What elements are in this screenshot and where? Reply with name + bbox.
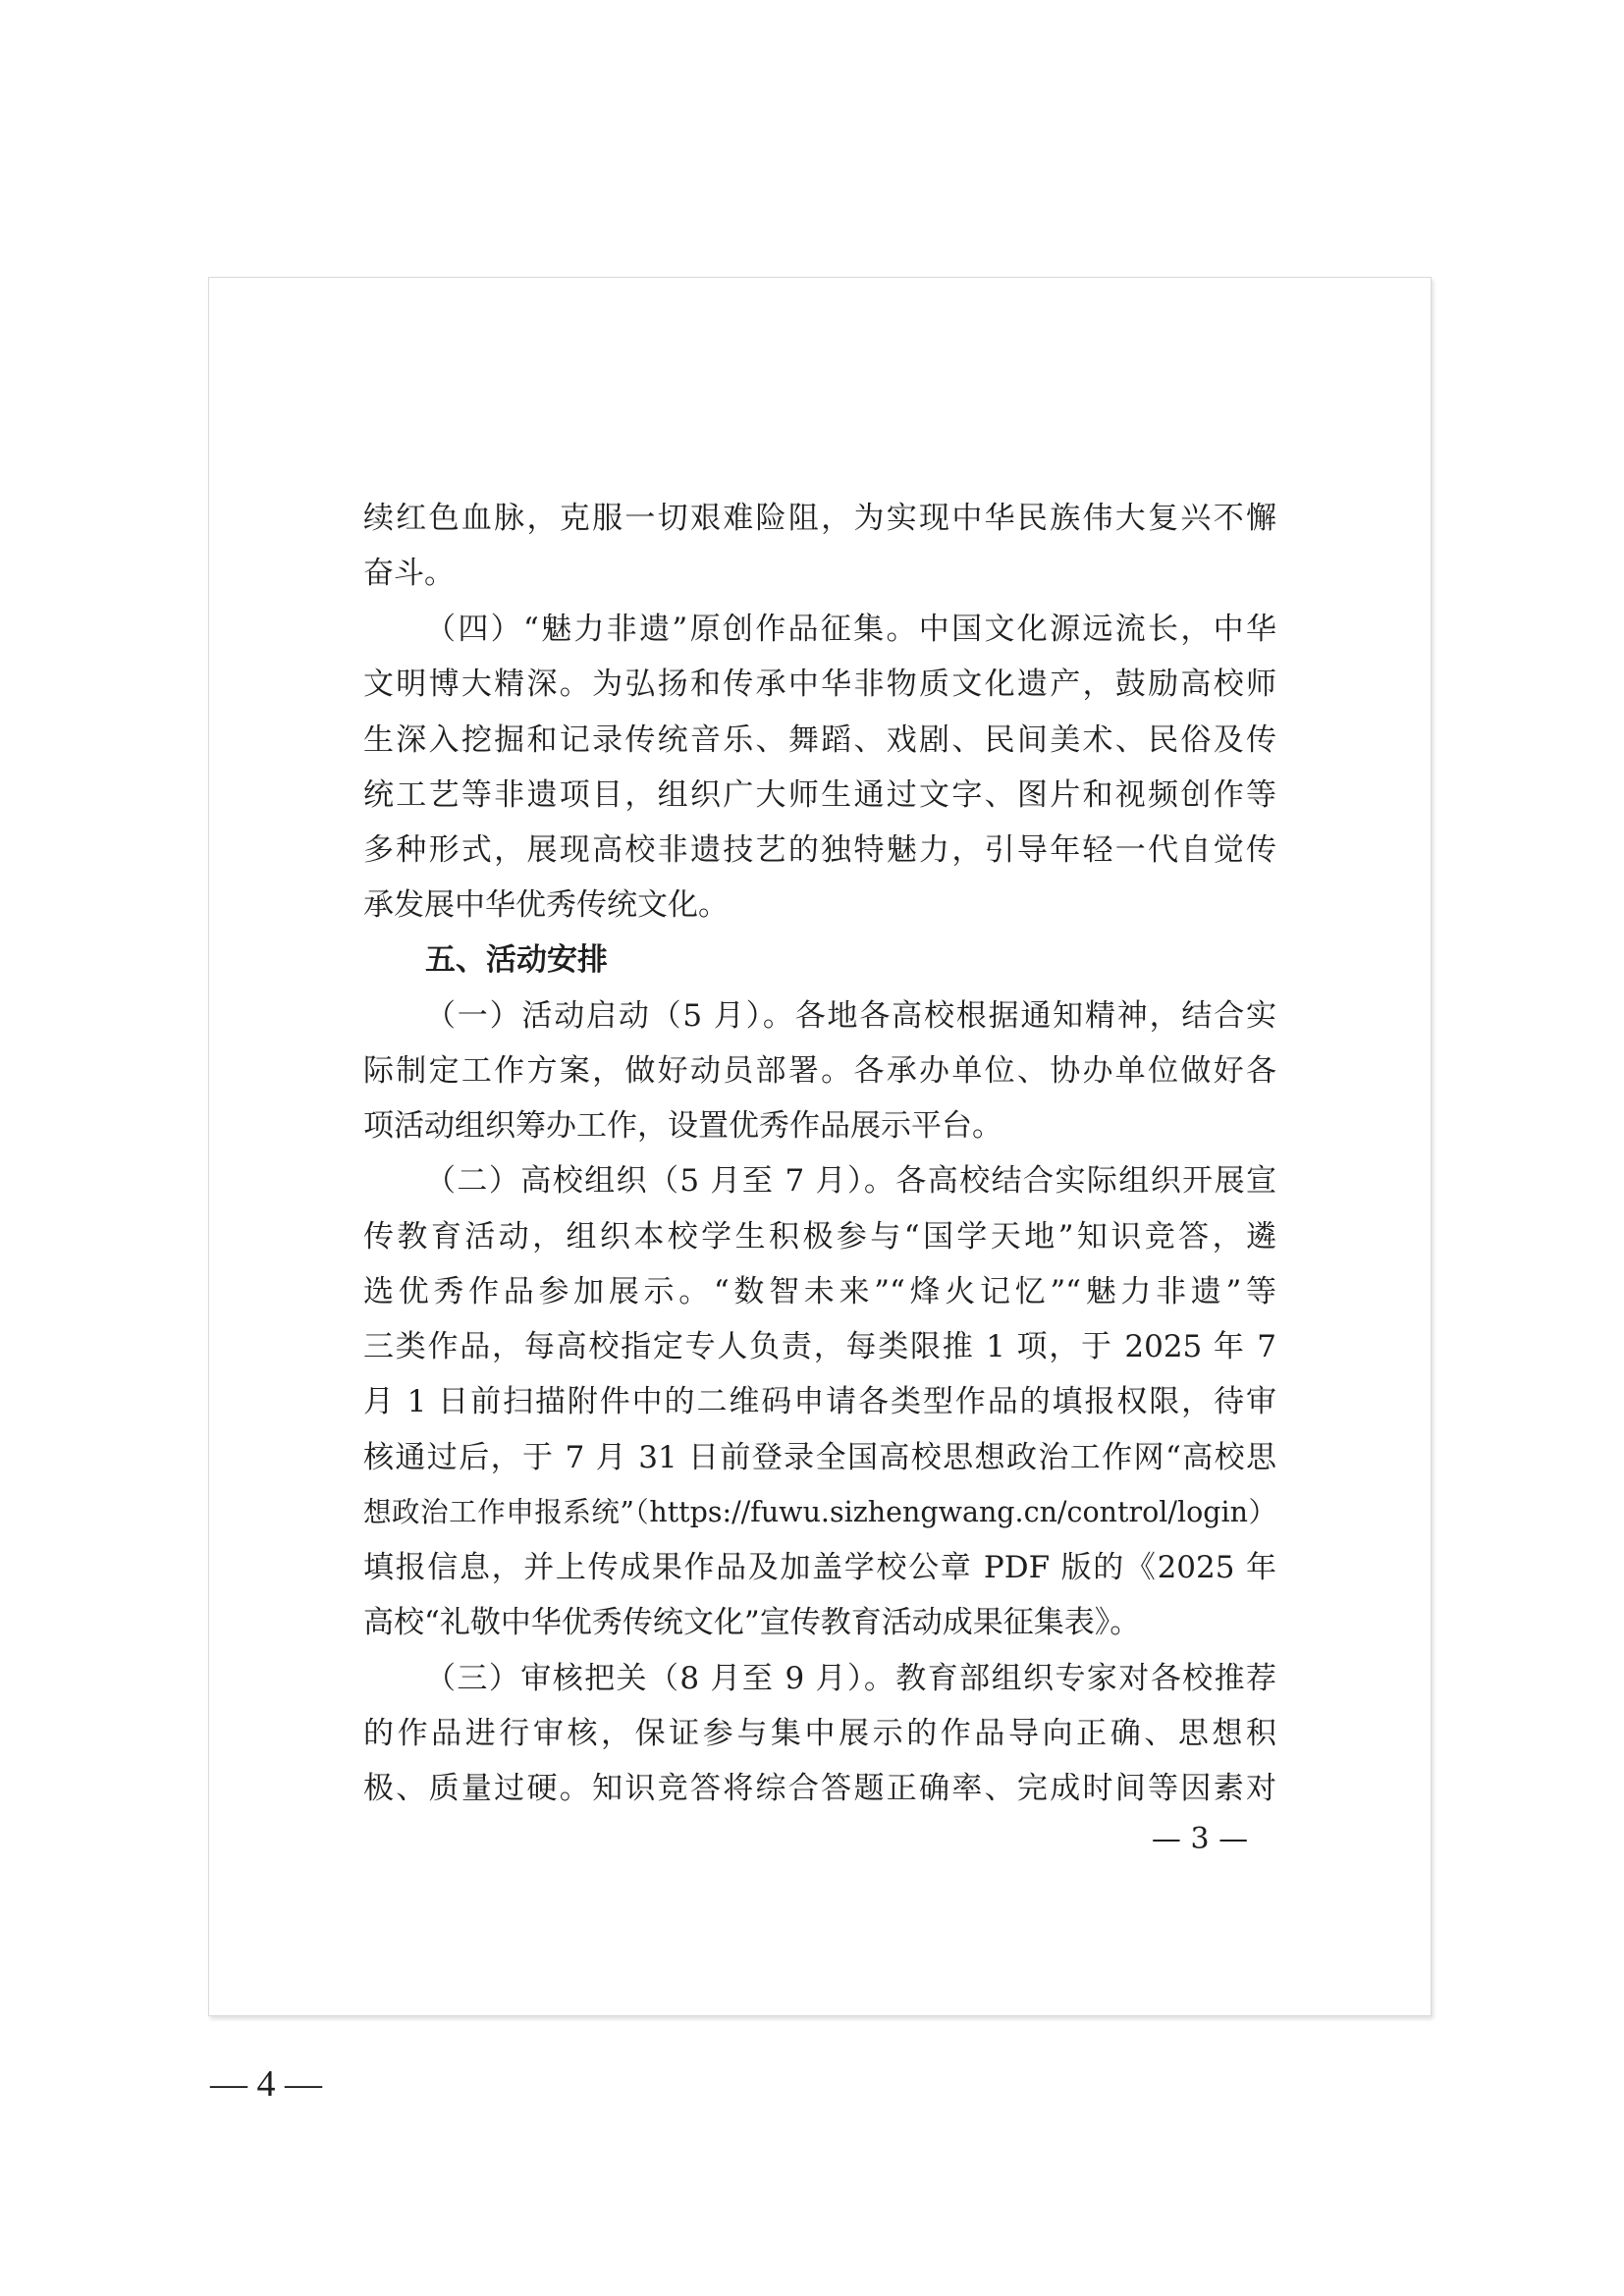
body-line: 高校“礼敬中华优秀传统文化”宣传教育活动成果征集表》。: [363, 1605, 1141, 1640]
body-line: 承发展中华优秀传统文化。: [363, 887, 729, 923]
body-line: 选优秀作品参加展示。“数智未来”“烽火记忆”“魅力非遗”等: [363, 1274, 1276, 1309]
body-line: 多种形式，展现高校非遗技艺的独特魅力，引导年轻一代自觉传: [363, 832, 1276, 868]
item-three-line: （三）审核把关（8 月至 9 月）。教育部组织专家对各校推荐: [425, 1661, 1276, 1696]
body-line: 续红色血脉，克服一切艰难险阻，为实现中华民族伟大复兴不懈: [363, 501, 1276, 536]
item-two-line: （二）高校组织（5 月至 7 月）。各高校结合实际组织开展宣: [425, 1163, 1276, 1199]
url-line: 想政治工作申报系统”（https://fuwu.sizhengwang.cn/control/login）: [363, 1496, 1276, 1528]
body-line: 核通过后，于 7 月 31 日前登录全国高校思想政治工作网“高校思: [363, 1440, 1276, 1475]
outer-page-number: — 4 —: [210, 2063, 322, 2105]
body-line: 际制定工作方案，做好动员部署。各承办单位、协办单位做好各: [363, 1053, 1276, 1089]
section-four-line: （四）“魅力非遗”原创作品征集。中国文化源远流长，中华: [425, 612, 1276, 647]
body-line: 月 1 日前扫描附件中的二维码申请各类型作品的填报权限，待审: [363, 1384, 1276, 1419]
body-line: 生深入挖掘和记录传统音乐、舞蹈、戏剧、民间美术、民俗及传: [363, 722, 1276, 758]
body-line: 的作品进行审核，保证参与集中展示的作品导向正确、思想积: [363, 1716, 1276, 1751]
body-line: 项活动组织筹办工作，设置优秀作品展示平台。: [363, 1108, 1002, 1144]
item-one-line: （一）活动启动（5 月）。各地各高校根据通知精神，结合实: [425, 998, 1276, 1034]
inner-page-number: — 3 —: [1151, 1822, 1249, 1856]
body-line: 极、质量过硬。知识竞答将综合答题正确率、完成时间等因素对: [363, 1771, 1276, 1806]
body-line: 奋斗。: [363, 556, 455, 591]
body-line: 三类作品，每高校指定专人负责，每类限推 1 项，于 2025 年 7: [363, 1329, 1276, 1364]
body-line: 统工艺等非遗项目，组织广大师生通过文字、图片和视频创作等: [363, 777, 1276, 813]
body-line: 填报信息，并上传成果作品及加盖学校公章 PDF 版的《2025 年: [363, 1550, 1276, 1585]
section-heading: 五、活动安排: [425, 942, 608, 978]
body-line: 传教育活动，组织本校学生积极参与“国学天地”知识竞答，遴: [363, 1219, 1276, 1255]
body-line: 文明博大精深。为弘扬和传承中华非物质文化遗产，鼓励高校师: [363, 667, 1276, 702]
